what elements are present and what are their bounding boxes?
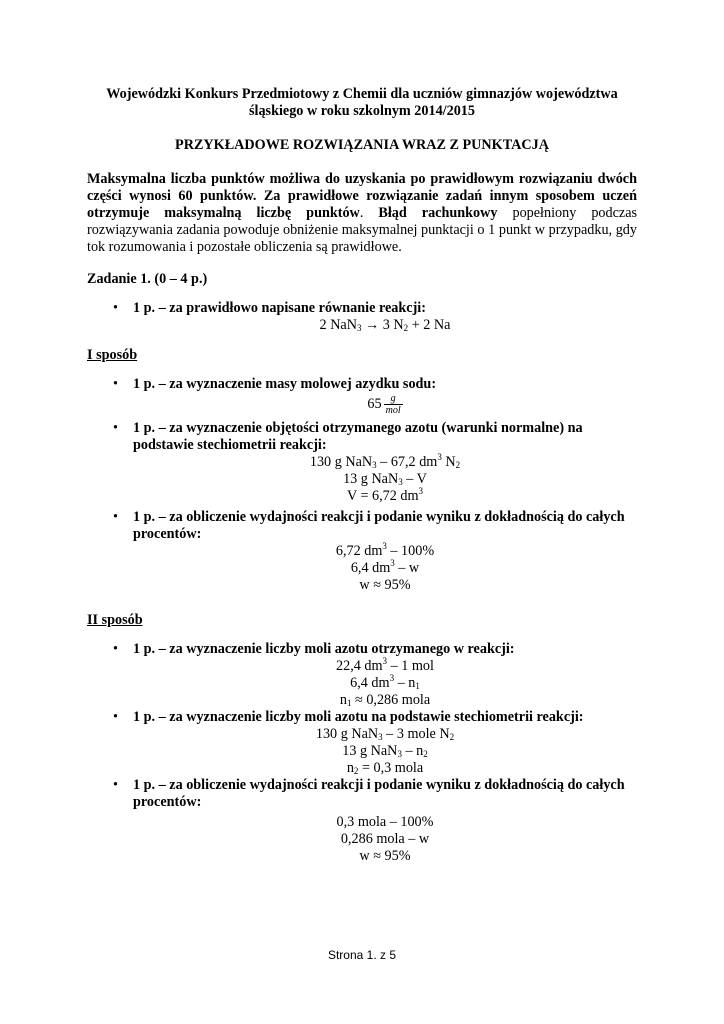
calc-part: – n (401, 743, 424, 759)
list-item (87, 509, 637, 594)
header-title-line1: Wojewódzki Konkurs Przedmiotowy z Chemii dla uczniów gimnazjów województwa (106, 86, 618, 102)
unit-denominator: mol (385, 405, 401, 416)
bullet-icon: • (113, 420, 118, 436)
method1-list (87, 376, 637, 594)
intro-bold-1: Maksymalna liczba punktów możliwa do uzyskania po prawidłowym rozwiązaniu dwóch części wynosi 60 punktów. Za prawidłowe rozwiązanie zadań innym sposobem uczeń otrzymuje maksymalną liczbę punktów (87, 171, 637, 221)
calc-line (133, 658, 637, 675)
list-item (87, 641, 637, 709)
calc-sub: 2 (455, 460, 461, 470)
calc-part: 6,72 dm (335, 543, 383, 559)
list-item (87, 420, 637, 505)
page-number: Strona 1. z 5 (327, 948, 397, 962)
calc-part: 130 g NaN (309, 454, 373, 470)
molar-mass-value (133, 393, 637, 416)
calc-part: = 0,3 mola (358, 760, 424, 776)
calc-line (133, 726, 637, 743)
intro-sep: . (359, 205, 379, 221)
calc-line: 0,3 mola – 100% (336, 814, 434, 830)
calc-sup: 3 (389, 673, 395, 683)
calc-part: – 3 mole N (382, 726, 450, 742)
calc-part: 6,4 dm (350, 675, 390, 691)
calc-sub: 3 (378, 732, 383, 742)
calc-part: N (441, 454, 456, 470)
calc-line (133, 675, 637, 692)
intro-normal: popełniony podczas rozwiązywania zadania powoduje obniżenie maksymalnej punktacji o 1 punkt w przypadku, gdy tok rozumowania i pozostałe obliczenia są prawidłowe. (87, 205, 638, 255)
calc-sup: 3 (437, 452, 442, 462)
item-label: 1 p. – za obliczenie wydajności reakcji i podanie wyniku z dokładnością do całych procentów: (133, 777, 625, 810)
intro-paragraph (87, 171, 637, 256)
item-label: 1 p. – za wyznaczenie liczby moli azotu otrzymanego w reakcji: (133, 641, 515, 657)
calc-sub: 3 (372, 460, 377, 470)
document-header (87, 86, 637, 154)
value: 65 (367, 395, 382, 412)
calc-line (133, 743, 637, 760)
calc-line (133, 760, 637, 777)
calc-sub: 2 (423, 749, 428, 759)
bullet-icon: • (113, 509, 118, 525)
calc-part: – 100% (386, 543, 435, 559)
item-label: 1 p. – za obliczenie wydajności reakcji i podanie wyniku z dokładnością do całych procentów: (133, 509, 625, 542)
eq-sub: 2 (403, 323, 409, 333)
list-item (87, 300, 637, 334)
calc-sub: 2 (449, 732, 455, 742)
item-label: 1 p. – za wyznaczenie masy molowej azydku sodu: (133, 376, 437, 392)
calc-part: – 67,2 dm (376, 454, 438, 470)
bullet-icon: • (113, 777, 118, 793)
calc-part: ≈ 0,286 mola (351, 692, 431, 708)
calc-sub: 1 (415, 681, 420, 691)
calc-line (133, 560, 637, 577)
task-intro-list (87, 300, 637, 334)
bullet-icon: • (113, 709, 118, 725)
calc-part: – 1 mol (387, 658, 434, 674)
calc-sub: 2 (353, 766, 359, 776)
bullet-icon: • (113, 641, 118, 657)
item-label: 1 p. – za prawidłowo napisane równanie reakcji: (133, 300, 426, 316)
task-title: Zadanie 1. (0 – 4 p.) (87, 271, 208, 287)
calc-part: 22,4 dm (336, 658, 383, 674)
calc-line: w ≈ 95% (359, 848, 411, 864)
reaction-equation (133, 317, 637, 334)
list-item (87, 709, 637, 777)
list-item (87, 777, 637, 865)
calc-line (133, 543, 637, 560)
unit-numerator: g (384, 393, 403, 405)
eq-sub: 3 (356, 323, 362, 333)
calc-part: n (339, 692, 347, 708)
calc-sub: 3 (398, 477, 403, 487)
calc-sub: 1 (346, 698, 352, 708)
item-label: 1 p. – za wyznaczenie liczby moli azotu na podstawie stechiometrii reakcji: (133, 709, 584, 725)
calc-part: n (346, 760, 354, 776)
bullet-icon: • (113, 376, 118, 392)
eq-part: 2 NaN (319, 317, 357, 333)
calc-part: 6,4 dm (350, 560, 391, 576)
calc-sup: 3 (418, 486, 424, 496)
calc-line (133, 692, 637, 709)
calc-sup: 3 (382, 541, 387, 551)
calc-sup: 3 (390, 558, 395, 568)
calc-part: V = 6,72 dm (346, 488, 419, 504)
header-title-line2: śląskiego w roku szkolnym 2014/2015 (249, 103, 475, 119)
unit-fraction (384, 393, 403, 416)
intro-bold-2: Błąd rachunkowy (378, 205, 498, 221)
calc-part: 13 g NaN (342, 743, 398, 759)
calc-line: 0,286 mola – w (340, 831, 430, 847)
calc-sub: 3 (397, 749, 402, 759)
eq-part: + 2 Na (408, 317, 451, 333)
calc-part: – n (394, 675, 416, 691)
list-item (87, 376, 637, 416)
method2-list (87, 641, 637, 865)
calc-part: – V (402, 471, 427, 487)
calc-part: 130 g NaN (315, 726, 379, 742)
calc-line (133, 471, 637, 488)
calc-line: w ≈ 95% (359, 577, 411, 593)
calc-part: 13 g NaN (343, 471, 399, 487)
item-label: 1 p. – za wyznaczenie objętości otrzymanego azotu (warunki normalne) na podstawie stechiometrii reakcji: (133, 420, 583, 453)
calc-part: – w (394, 560, 420, 576)
document-subtitle: PRZYKŁADOWE ROZWIĄZANIA WRAZ Z PUNKTACJĄ (175, 137, 549, 153)
bullet-icon: • (113, 300, 118, 316)
arrow-icon: → (361, 317, 383, 333)
document-page (87, 86, 637, 865)
calc-sup: 3 (382, 656, 388, 666)
eq-part: 3 N (382, 317, 404, 333)
calc-line (133, 488, 637, 505)
method1-title: I sposób (87, 347, 138, 363)
method2-title: II sposób (87, 612, 143, 628)
calc-line (133, 454, 637, 471)
